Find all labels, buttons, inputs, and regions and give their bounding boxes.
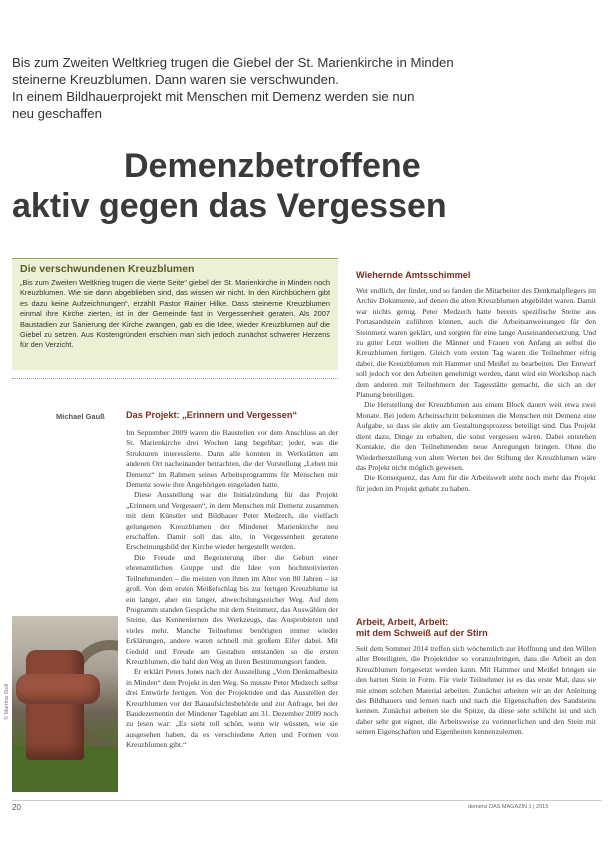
intro-line: steinerne Kreuzblumen. Dann waren sie verschwunden. bbox=[12, 72, 339, 87]
paragraph: Diese Ausstellung war die Initialzündung für das Projekt „Erinnern und Vergessen“, in dem Menschen mit Demenz zusammen mit dem Künstler und Bildhauer Peter Medzech, die vielfach gelungenen Kreuzblumen der Mindener Marienkirche neu erschaffen. Damit soll das alte, in Vergessenheit geratene Erscheinungsbild der Kirche wieder hergestellt werden. bbox=[126, 490, 338, 552]
paragraph: Die Konsequenz, das Amt für die Arbeitswelt steht noch mehr das Projekt für jeden im Projekt gehabt zu haben. bbox=[356, 473, 596, 493]
headline-line-2: aktiv gegen das Vergessen bbox=[12, 187, 447, 225]
intro-line: Bis zum Zweiten Weltkrieg trugen die Giebel der St. Marienkirche in Minden bbox=[12, 55, 454, 70]
headline-line-1: Demenzbetroffene bbox=[124, 147, 421, 185]
article-column-left bbox=[126, 428, 338, 794]
info-box bbox=[12, 258, 338, 370]
page-number: 20 bbox=[12, 803, 21, 812]
headline bbox=[12, 146, 602, 226]
intro-line: neu geschaffen bbox=[12, 106, 102, 121]
heading-line: mit dem Schweiß auf der Stirn bbox=[356, 628, 488, 638]
article-column-right-bottom bbox=[356, 644, 596, 796]
intro-line: In einem Bildhauerprojekt mit Menschen mit Demenz werden sie nun bbox=[12, 89, 415, 104]
section-heading-arbeit bbox=[356, 617, 596, 639]
paragraph: Im September 2009 waren die Baustellen vor dem Anschluss an der St. Marienkirche drei Wochen lang begehbar; jeder, was die Strukturen interessierte. Dann alle konnten in Werkstätten am anderen Ort nacheinander betrachten, die der Vorstellung „Leben mit Demenz“ im Rahmen seines Arbeitsprogramms für Menschen mit Demenz sowie ihre Angehörigen eingeladen hatte. bbox=[126, 428, 338, 490]
section-heading-amtsschimmel: Wiehernde Amtsschimmel bbox=[356, 270, 471, 280]
photo-credit: © Martina Stoll bbox=[4, 683, 10, 720]
paragraph: Wer endlich, der findet, und so fanden die Mitarbeiter des Denkmalpflegers im Archiv Dokumente, auf denen die alten Kreuzblumen abgebildet waren. Damit war nichts genug. Peter Medzech hatte bereits spezifische Steine aus Portasandstein zuführen können, auch die Arbeitsanweisungen für den Steinmetz waren geklärt, und sorgten für eine lange Auseinandersetzung. Und zu guter Letzt wollten die Männer und Frauen von Anfang an selbst die Kreuzblumen fertigen. Gleich vom ersten Tag waren die Teilnehmer eifrig dabei, die Kreuzblumen mit Hammer und Meißel zu bearbeiten. Der Entwurf soll jedoch vor den Arbeiten genehmigt werden, dann wird ein Workshop nach dem anderen mit Teilnehmern der Tagesstätte gemacht, die sich an der Planung beteiligen. bbox=[356, 286, 596, 400]
paragraph: Seit dem Sommer 2014 treffen sich wöchentlich zur Hoffnung und den Willen aller Beteiligten, die Projektidee so voranzubringen, dass die Arbeit an den Kreuzblumen fortgesetzt werden kann. Mit Hammer und Meißel bringen sie den harten Stein in Form. Für viele Teilnehmer ist es das erste Mal, dass sie mit einem solchen Material arbeiten. Zunächst arbeiten wir an der Anleitung des Bildhauers und lernen nach und nach die Eigenschaften des Sandsteins kennen. Zunächst arbeiten sie die Spitze, da diese sehr schlicht ist und sich daher sehr gut eignet, die Arbeitsweise zu verinnerlichen und den Stein mit seinen Eigenschaften und Eigenheiten kennenzulernen. bbox=[356, 644, 596, 737]
photo-shape bbox=[16, 674, 100, 704]
footer-divider bbox=[12, 800, 602, 801]
photo-shape bbox=[26, 650, 84, 760]
magazine-footer: demenz DAS MAGAZIN 1 | 2015 bbox=[468, 804, 549, 810]
section-heading-project: Das Projekt: „Erinnern und Vergessen“ bbox=[126, 410, 298, 420]
paragraph: Er erklärt Peters Jones nach der Ausstellung „Vom Denkmalbesitz in Minden“ dem Projekt in den Weg. So musste Peter Medzech selbst drei Entwürfe fertigen. Von der Projektidee und das Ausstellen der Kreuzblumen vor der Bauaufsichtsbehörde und zur Anfrage, bei der Baudezernentin der Mindener Tageblatt am 31. Dezember 2009 noch zu lesen war: „Es sieht toll schön, wenn wir wüssten, wie sie ausgesehen haben, da es verschiedene Arten und Formen von Kreuzblumen gibt.“ bbox=[126, 667, 338, 750]
divider bbox=[12, 378, 338, 379]
sculpture-photo bbox=[12, 616, 118, 792]
paragraph: Die Herstellung der Kreuzblumen aus einem Block dauert weit etwa zwei Monate. Bei jedem Arbeitsschritt bekommen die Menschen mit Demenz eine Aufgabe, so dass sie aktiv am Gestaltungsprozess beteiligt sind. Das Projekt dient dazu, Dinge zu erhalten, die sonst vergessen wären. Dabei entstehen Kontakte, die den Teilnehmenden neue Anregungen bringen. Ohne die Wiederherstellung von alten Werten bei der Stiftung der Kreuzblumen wäre das Projekt nicht möglich gewesen. bbox=[356, 400, 596, 472]
heading-line: Arbeit, Arbeit, Arbeit: bbox=[356, 617, 449, 627]
info-box-title: Die verschwundenen Kreuzblumen bbox=[20, 263, 195, 275]
intro-text bbox=[12, 54, 592, 122]
author-byline: Michael Gauß bbox=[56, 412, 105, 421]
paragraph: Die Freude und Begeisterung über die Geburt einer ehrenamtlichen Gruppe und die Idee von hochmotivierten Teilnehmenden – die meisten von ihnen im Alter von 80 Jahren – ist groß. Von dem ersten Meißelschlag bis zur fertigen Kreuzblume ist ein langer, aber ein langer, abwechslungsreicher Weg. Auf dem Programm standen Gespräche mit dem Steinmetz, das Auswählen der Steine, das Kennenlernen des Werkzeugs, das Ausprobieren und vieles mehr. Manche Teilnehmer benötigten immer wieder Erklärungen, andere waren schnell mit großem Eifer dabei. Mit Geduld und Freude am Gestalten entstanden so die ersten Kreuzblumen, die bald den Weg an ihren Bestimmungsort fanden. bbox=[126, 552, 338, 666]
article-column-right-top bbox=[356, 286, 596, 598]
info-box-body: „Bis zum Zweiten Weltkrieg trugen die vierte Seite“ giebel der St. Marienkirche in Minden noch Kreuzblumen. Wie sie dann abgeblieben sind, das wissen wir nicht. In den Kirchbüchern gibt es dazu keine Aufzeichnungen“, erzählt Pastor Rainer Hilke. Dass steinerne Kreuzblumen einmal ihre Kirche zierten, ist in der Gemeinde fast in Vergessenheit geraten. Als 2007 Baustadien zur Sanierung der Kirche zwangen, gab es die Idee, wieder Kreuzblumen auf die Giebel zu setzen. Aus Kostengründen erschien man sich jedoch zunächst schwerer Herzens für den Verzicht. bbox=[20, 278, 330, 350]
